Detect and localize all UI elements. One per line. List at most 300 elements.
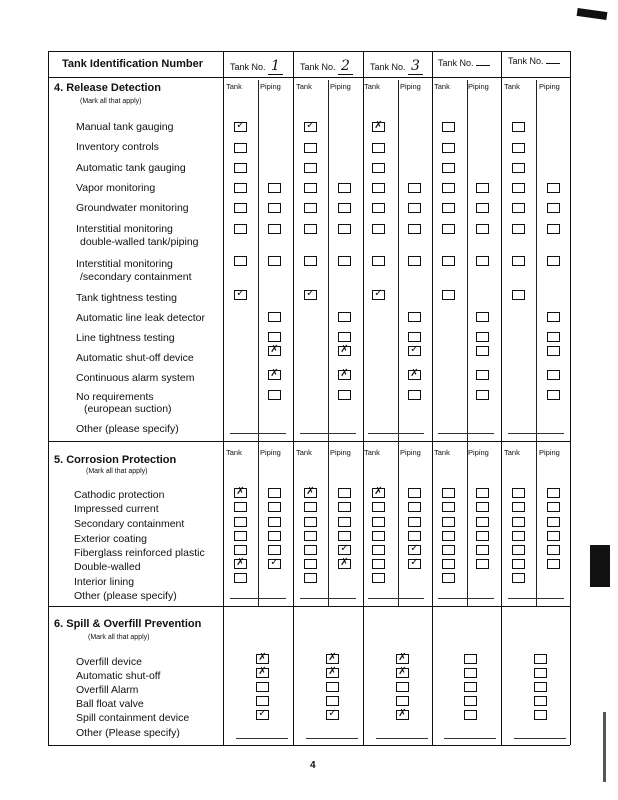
cp-r2-piping-3-checkbox[interactable]	[408, 517, 421, 527]
cp-r5-tank-2-checkbox[interactable]	[304, 559, 317, 569]
rd-r3-piping-1-checkbox[interactable]	[268, 183, 281, 193]
rd-item-automatic-shut-off-device: Automatic shut-off device	[76, 352, 194, 364]
so-r4-col-2-checkbox-mark: ✓	[328, 708, 337, 719]
rd-r8-piping-2-checkbox[interactable]	[338, 312, 351, 322]
cp-r3-piping-1-checkbox[interactable]	[268, 531, 281, 541]
rd-r8-piping-1-checkbox[interactable]	[268, 312, 281, 322]
rd-r7-tank-3-checkbox[interactable]	[372, 290, 385, 300]
cp-r6-tank-1-checkbox[interactable]	[234, 573, 247, 583]
col-divider-2	[293, 51, 294, 745]
rd-r5-piping-5-checkbox[interactable]	[547, 224, 560, 234]
rd-r9-piping-3-checkbox[interactable]	[408, 332, 421, 342]
cp-r0-tank-4-checkbox[interactable]	[442, 488, 455, 498]
so-item-spill-containment-device: Spill containment device	[76, 712, 190, 724]
tank-no-label-4: Tank No.	[438, 58, 490, 68]
so-r0-col-2-checkbox-mark: ✗	[328, 652, 337, 663]
cp-r4-tank-3-checkbox[interactable]	[372, 545, 385, 555]
rd-r6-piping-1-checkbox[interactable]	[268, 256, 281, 266]
cp-r4-tank-4-checkbox[interactable]	[442, 545, 455, 555]
rd-r12-piping-1-checkbox[interactable]	[268, 390, 281, 400]
so-r4-col-2-checkbox[interactable]	[326, 710, 339, 720]
section5-bottom-border	[48, 606, 570, 607]
rd-r10-piping-1-checkbox-mark: ✗	[270, 344, 279, 355]
cp-r0-piping-4-checkbox[interactable]	[476, 488, 489, 498]
rd-r3-tank-1-checkbox[interactable]	[234, 183, 247, 193]
rd-r11-piping-5-checkbox[interactable]	[547, 370, 560, 380]
rd-item-interstitial-monitoring-1b: double-walled tank/piping	[80, 236, 199, 248]
so-r4-col-5-checkbox[interactable]	[534, 710, 547, 720]
rd-r5-tank-5-checkbox[interactable]	[512, 224, 525, 234]
subdivider-4	[467, 80, 468, 606]
rd-r4-tank-2-checkbox[interactable]	[304, 203, 317, 213]
rd-r10-piping-2-checkbox[interactable]	[338, 346, 351, 356]
so-r2-col-1-checkbox[interactable]	[256, 682, 269, 692]
so-r1-col-3-checkbox-mark: ✗	[398, 666, 407, 677]
rd-r2-tank-5-checkbox[interactable]	[512, 163, 525, 173]
table-left-border	[48, 51, 49, 745]
rd-r5-piping-3-checkbox[interactable]	[408, 224, 421, 234]
rd-r6-piping-2-checkbox[interactable]	[338, 256, 351, 266]
rd-r2-tank-2-checkbox[interactable]	[304, 163, 317, 173]
rd-item-vapor-monitoring: Vapor monitoring	[76, 182, 156, 194]
rd-r4-tank-4-checkbox[interactable]	[442, 203, 455, 213]
rd-r0-tank-1-checkbox-mark: ✓	[236, 120, 245, 131]
rd-r10-piping-2-checkbox-mark: ✗	[340, 344, 349, 355]
so-r1-col-4-checkbox[interactable]	[464, 668, 477, 678]
cp-r5-piping-2-checkbox[interactable]	[338, 559, 351, 569]
rd-r10-piping-4-checkbox[interactable]	[476, 346, 489, 356]
rd-r10-piping-5-checkbox[interactable]	[547, 346, 560, 356]
cp-r5-tank-4-checkbox[interactable]	[442, 559, 455, 569]
rd-r11-piping-1-checkbox-mark: ✗	[270, 368, 279, 379]
so-r1-col-1-checkbox-mark: ✗	[258, 666, 267, 677]
cp-r5-piping-1-checkbox[interactable]	[268, 559, 281, 569]
rd-r1-tank-2-checkbox[interactable]	[304, 143, 317, 153]
rd-r5-tank-3-checkbox[interactable]	[372, 224, 385, 234]
rd-col-tank-1: Tank	[226, 82, 242, 91]
rd-r5-piping-4-checkbox[interactable]	[476, 224, 489, 234]
so-r2-col-5-checkbox[interactable]	[534, 682, 547, 692]
cp-r5-piping-1-checkbox-mark: ✓	[270, 557, 279, 568]
rd-other-specify-line-3[interactable]	[368, 433, 424, 434]
so-item-overfill-alarm: Overfill Alarm	[76, 684, 139, 696]
rd-item-line-tightness-testing: Line tightness testing	[76, 332, 175, 344]
tank-no-value-2: 2	[338, 58, 353, 75]
rd-r0-tank-5-checkbox[interactable]	[512, 122, 525, 132]
cp-col-tank-1: Tank	[226, 448, 242, 457]
cp-col-tank-4: Tank	[434, 448, 450, 457]
table-top-border	[48, 51, 570, 52]
section4-title: 4. Release Detection	[54, 82, 161, 94]
rd-r2-tank-4-checkbox[interactable]	[442, 163, 455, 173]
subdivider-1	[258, 80, 259, 606]
rd-item-continuous-alarm-system: Continuous alarm system	[76, 372, 195, 384]
cp-r0-piping-2-checkbox[interactable]	[338, 488, 351, 498]
so-r2-col-2-checkbox[interactable]	[326, 682, 339, 692]
cp-col-piping-1: Piping	[260, 448, 281, 457]
so-r3-col-2-checkbox[interactable]	[326, 696, 339, 706]
so-r2-col-4-checkbox[interactable]	[464, 682, 477, 692]
rd-r11-piping-2-checkbox-mark: ✗	[340, 368, 349, 379]
rd-r1-tank-3-checkbox[interactable]	[372, 143, 385, 153]
cp-r0-piping-1-checkbox[interactable]	[268, 488, 281, 498]
rd-r6-tank-5-checkbox[interactable]	[512, 256, 525, 266]
col-divider-5	[501, 51, 502, 745]
col-divider-1	[223, 51, 224, 745]
so-r1-col-2-checkbox[interactable]	[326, 668, 339, 678]
subdivider-5	[536, 80, 537, 606]
rd-r0-tank-3-checkbox[interactable]	[372, 122, 385, 132]
cp-r1-tank-3-checkbox[interactable]	[372, 502, 385, 512]
rd-r6-tank-3-checkbox[interactable]	[372, 256, 385, 266]
rd-item-no-requirements-b: (european suction)	[84, 403, 172, 415]
rd-r11-piping-3-checkbox[interactable]	[408, 370, 421, 380]
tank-no-value-3: 3	[408, 58, 423, 75]
cp-r1-piping-3-checkbox[interactable]	[408, 502, 421, 512]
rd-r12-piping-5-checkbox[interactable]	[547, 390, 560, 400]
scan-artifact-side-tab	[590, 545, 610, 587]
so-r0-col-4-checkbox[interactable]	[464, 654, 477, 664]
cp-r3-piping-2-checkbox[interactable]	[338, 531, 351, 541]
so-r0-col-2-checkbox[interactable]	[326, 654, 339, 664]
cp-r5-tank-5-checkbox[interactable]	[512, 559, 525, 569]
so-r0-col-3-checkbox-mark: ✗	[398, 652, 407, 663]
cp-r4-tank-2-checkbox[interactable]	[304, 545, 317, 555]
header-bottom-border	[48, 77, 570, 78]
cp-item-impressed-current: Impressed current	[74, 503, 159, 515]
cp-r3-tank-1-checkbox[interactable]	[234, 531, 247, 541]
page-number: 4	[310, 760, 316, 771]
subdivider-2	[328, 80, 329, 606]
rd-r4-piping-2-checkbox[interactable]	[338, 203, 351, 213]
cp-other-specify-line-5[interactable]	[508, 598, 564, 599]
section5-note: (Mark all that apply)	[86, 468, 148, 475]
rd-r10-piping-3-checkbox[interactable]	[408, 346, 421, 356]
rd-r11-piping-1-checkbox[interactable]	[268, 370, 281, 380]
cp-r1-piping-5-checkbox[interactable]	[547, 502, 560, 512]
rd-r4-tank-1-checkbox[interactable]	[234, 203, 247, 213]
rd-r5-piping-1-checkbox[interactable]	[268, 224, 281, 234]
so-item-other: Other (Please specify)	[76, 727, 180, 739]
rd-r5-tank-4-checkbox[interactable]	[442, 224, 455, 234]
cp-r4-piping-2-checkbox[interactable]	[338, 545, 351, 555]
section4-bottom-border	[48, 441, 570, 442]
cp-r3-piping-4-checkbox[interactable]	[476, 531, 489, 541]
rd-r9-piping-4-checkbox[interactable]	[476, 332, 489, 342]
rd-r0-tank-1-checkbox[interactable]	[234, 122, 247, 132]
so-item-automatic-shut-off: Automatic shut-off	[76, 670, 161, 682]
rd-item-automatic-tank-gauging: Automatic tank gauging	[76, 162, 186, 174]
rd-r2-tank-3-checkbox[interactable]	[372, 163, 385, 173]
rd-r6-tank-1-checkbox[interactable]	[234, 256, 247, 266]
cp-r1-tank-1-checkbox[interactable]	[234, 502, 247, 512]
rd-r11-piping-3-checkbox-mark: ✗	[410, 368, 419, 379]
cp-r2-piping-5-checkbox[interactable]	[547, 517, 560, 527]
so-r3-col-3-checkbox[interactable]	[396, 696, 409, 706]
cp-r3-tank-5-checkbox[interactable]	[512, 531, 525, 541]
cp-r4-piping-3-checkbox[interactable]	[408, 545, 421, 555]
cp-r1-piping-1-checkbox[interactable]	[268, 502, 281, 512]
so-item-ball-float-valve: Ball float valve	[76, 698, 144, 710]
cp-r4-piping-5-checkbox[interactable]	[547, 545, 560, 555]
cp-item-other: Other (please specify)	[74, 590, 177, 602]
rd-r3-tank-5-checkbox[interactable]	[512, 183, 525, 193]
cp-r4-piping-3-checkbox-mark: ✓	[410, 543, 419, 554]
so-r3-col-5-checkbox[interactable]	[534, 696, 547, 706]
cp-r1-piping-2-checkbox[interactable]	[338, 502, 351, 512]
cp-r4-tank-5-checkbox[interactable]	[512, 545, 525, 555]
so-r0-col-3-checkbox[interactable]	[396, 654, 409, 664]
so-r1-col-3-checkbox[interactable]	[396, 668, 409, 678]
so-other-specify-line-1[interactable]	[236, 738, 288, 739]
rd-r3-tank-2-checkbox[interactable]	[304, 183, 317, 193]
rd-col-piping-1: Piping	[260, 82, 281, 91]
rd-r4-piping-3-checkbox[interactable]	[408, 203, 421, 213]
cp-r3-tank-2-checkbox[interactable]	[304, 531, 317, 541]
tank-no-label-3: Tank No. 3	[370, 58, 423, 74]
so-other-specify-line-5[interactable]	[514, 738, 566, 739]
tank-no-value-1: 1	[268, 58, 283, 75]
rd-r6-tank-2-checkbox[interactable]	[304, 256, 317, 266]
cp-other-specify-line-3[interactable]	[368, 598, 424, 599]
cp-r5-tank-1-checkbox[interactable]	[234, 559, 247, 569]
cp-r0-tank-5-checkbox[interactable]	[512, 488, 525, 498]
cp-r4-piping-1-checkbox[interactable]	[268, 545, 281, 555]
rd-item-manual-tank-gauging: Manual tank gauging	[76, 121, 174, 133]
rd-r5-tank-1-checkbox[interactable]	[234, 224, 247, 234]
cp-r0-tank-1-checkbox-mark: ✗	[236, 486, 245, 497]
scan-artifact-top	[577, 8, 608, 20]
rd-r5-tank-2-checkbox[interactable]	[304, 224, 317, 234]
cp-col-tank-5: Tank	[504, 448, 520, 457]
cp-r0-tank-1-checkbox[interactable]	[234, 488, 247, 498]
so-r0-col-1-checkbox[interactable]	[256, 654, 269, 664]
so-r4-col-4-checkbox[interactable]	[464, 710, 477, 720]
cp-r5-piping-3-checkbox[interactable]	[408, 559, 421, 569]
cp-r3-tank-4-checkbox[interactable]	[442, 531, 455, 541]
rd-r7-tank-5-checkbox[interactable]	[512, 290, 525, 300]
cp-r6-tank-2-checkbox[interactable]	[304, 573, 317, 583]
cp-r2-piping-2-checkbox[interactable]	[338, 517, 351, 527]
rd-r5-piping-2-checkbox[interactable]	[338, 224, 351, 234]
cp-item-secondary-containment: Secondary containment	[74, 518, 185, 530]
rd-item-groundwater-monitoring: Groundwater monitoring	[76, 202, 189, 214]
rd-r1-tank-1-checkbox[interactable]	[234, 143, 247, 153]
so-r4-col-3-checkbox[interactable]	[396, 710, 409, 720]
cp-r2-piping-1-checkbox[interactable]	[268, 517, 281, 527]
cp-r4-tank-1-checkbox[interactable]	[234, 545, 247, 555]
rd-item-interstitial-monitoring-1: Interstitial monitoring	[76, 223, 173, 235]
rd-col-piping-3: Piping	[400, 82, 421, 91]
cp-r0-piping-3-checkbox[interactable]	[408, 488, 421, 498]
rd-col-tank-3: Tank	[364, 82, 380, 91]
cp-r1-tank-2-checkbox[interactable]	[304, 502, 317, 512]
rd-r9-piping-1-checkbox[interactable]	[268, 332, 281, 342]
rd-r4-tank-5-checkbox[interactable]	[512, 203, 525, 213]
rd-r4-tank-3-checkbox[interactable]	[372, 203, 385, 213]
cp-col-piping-4: Piping	[468, 448, 489, 457]
cp-r4-piping-2-checkbox-mark: ✓	[340, 543, 349, 554]
so-r0-col-5-checkbox[interactable]	[534, 654, 547, 664]
rd-r7-tank-1-checkbox[interactable]	[234, 290, 247, 300]
rd-r4-piping-5-checkbox[interactable]	[547, 203, 560, 213]
tank-no-label-5: Tank No.	[508, 56, 560, 66]
cp-other-specify-line-4[interactable]	[438, 598, 494, 599]
cp-r0-tank-2-checkbox[interactable]	[304, 488, 317, 498]
rd-r0-tank-2-checkbox[interactable]	[304, 122, 317, 132]
so-r3-col-4-checkbox[interactable]	[464, 696, 477, 706]
so-r0-col-1-checkbox-mark: ✗	[258, 652, 267, 663]
cp-other-specify-line-2[interactable]	[300, 598, 356, 599]
rd-r8-piping-5-checkbox[interactable]	[547, 312, 560, 322]
cp-r0-piping-5-checkbox[interactable]	[547, 488, 560, 498]
cp-r3-tank-3-checkbox[interactable]	[372, 531, 385, 541]
cp-r5-piping-4-checkbox[interactable]	[476, 559, 489, 569]
rd-other-specify-line-4[interactable]	[438, 433, 494, 434]
tank-no-label-1: Tank No. 1	[230, 58, 283, 74]
so-r4-col-3-checkbox-mark: ✗	[398, 708, 407, 719]
cp-r2-tank-3-checkbox[interactable]	[372, 517, 385, 527]
so-r1-col-5-checkbox[interactable]	[534, 668, 547, 678]
rd-col-tank-4: Tank	[434, 82, 450, 91]
cp-r3-piping-5-checkbox[interactable]	[547, 531, 560, 541]
rd-r1-tank-4-checkbox[interactable]	[442, 143, 455, 153]
rd-item-other: Other (please specify)	[76, 423, 179, 435]
so-r4-col-1-checkbox-mark: ✓	[258, 708, 267, 719]
rd-r3-tank-4-checkbox[interactable]	[442, 183, 455, 193]
rd-col-piping-2: Piping	[330, 82, 351, 91]
cp-col-piping-3: Piping	[400, 448, 421, 457]
cp-r5-piping-5-checkbox[interactable]	[547, 559, 560, 569]
cp-r2-tank-2-checkbox[interactable]	[304, 517, 317, 527]
rd-r6-piping-3-checkbox[interactable]	[408, 256, 421, 266]
rd-r11-piping-4-checkbox[interactable]	[476, 370, 489, 380]
rd-item-tank-tightness-testing: Tank tightness testing	[76, 292, 177, 304]
section5-title: 5. Corrosion Protection	[54, 454, 177, 466]
rd-r2-tank-1-checkbox[interactable]	[234, 163, 247, 173]
rd-r3-piping-3-checkbox[interactable]	[408, 183, 421, 193]
cp-r0-tank-3-checkbox-mark: ✗	[374, 486, 383, 497]
cp-r2-tank-4-checkbox[interactable]	[442, 517, 455, 527]
so-other-specify-line-2[interactable]	[306, 738, 358, 739]
rd-item-interstitial-monitoring-2b: /secondary containment	[80, 271, 192, 283]
cp-col-piping-5: Piping	[539, 448, 560, 457]
cp-r6-tank-3-checkbox[interactable]	[372, 573, 385, 583]
rd-r10-piping-3-checkbox-mark: ✓	[410, 344, 419, 355]
rd-r1-tank-5-checkbox[interactable]	[512, 143, 525, 153]
cp-r4-piping-4-checkbox[interactable]	[476, 545, 489, 555]
rd-r6-piping-4-checkbox[interactable]	[476, 256, 489, 266]
cp-r0-tank-3-checkbox[interactable]	[372, 488, 385, 498]
cp-col-piping-2: Piping	[330, 448, 351, 457]
rd-r12-piping-2-checkbox[interactable]	[338, 390, 351, 400]
rd-other-specify-line-5[interactable]	[508, 433, 564, 434]
rd-r7-tank-2-checkbox[interactable]	[304, 290, 317, 300]
cp-item-interior-lining: Interior lining	[74, 576, 135, 588]
table-bottom-border	[48, 745, 570, 746]
cp-item-cathodic-protection: Cathodic protection	[74, 489, 165, 501]
cp-r2-tank-1-checkbox[interactable]	[234, 517, 247, 527]
rd-r7-tank-3-checkbox-mark: ✓	[374, 288, 383, 299]
rd-r9-piping-2-checkbox[interactable]	[338, 332, 351, 342]
rd-r8-piping-4-checkbox[interactable]	[476, 312, 489, 322]
rd-r0-tank-2-checkbox-mark: ✓	[306, 120, 315, 131]
rd-r7-tank-4-checkbox[interactable]	[442, 290, 455, 300]
cp-item-exterior-coating: Exterior coating	[74, 533, 147, 545]
so-item-overfill-device: Overfill device	[76, 656, 142, 668]
tank-no-label-2: Tank No. 2	[300, 58, 353, 74]
table-title: Tank Identification Number	[62, 58, 203, 70]
tank-no-value-5	[546, 63, 560, 64]
rd-other-specify-line-2[interactable]	[300, 433, 356, 434]
cp-item-double-walled: Double-walled	[74, 561, 141, 573]
so-other-specify-line-4[interactable]	[444, 738, 496, 739]
cp-r2-tank-5-checkbox[interactable]	[512, 517, 525, 527]
rd-other-specify-line-1[interactable]	[230, 433, 286, 434]
rd-col-tank-2: Tank	[296, 82, 312, 91]
rd-r3-piping-2-checkbox[interactable]	[338, 183, 351, 193]
cp-col-tank-2: Tank	[296, 448, 312, 457]
so-r1-col-2-checkbox-mark: ✗	[328, 666, 337, 677]
rd-col-piping-5: Piping	[539, 82, 560, 91]
cp-r6-tank-4-checkbox[interactable]	[442, 573, 455, 583]
rd-col-piping-4: Piping	[468, 82, 489, 91]
rd-r0-tank-4-checkbox[interactable]	[442, 122, 455, 132]
so-r1-col-1-checkbox[interactable]	[256, 668, 269, 678]
rd-item-no-requirements: No requirements	[76, 391, 154, 403]
rd-r9-piping-5-checkbox[interactable]	[547, 332, 560, 342]
rd-r12-piping-3-checkbox[interactable]	[408, 390, 421, 400]
so-r3-col-1-checkbox[interactable]	[256, 696, 269, 706]
cp-r2-piping-4-checkbox[interactable]	[476, 517, 489, 527]
cp-item-fiberglass: Fiberglass reinforced plastic	[74, 547, 205, 559]
rd-r3-tank-3-checkbox[interactable]	[372, 183, 385, 193]
rd-r6-tank-4-checkbox[interactable]	[442, 256, 455, 266]
cp-r5-tank-1-checkbox-mark: ✗	[236, 557, 245, 568]
rd-r7-tank-1-checkbox-mark: ✓	[236, 288, 245, 299]
cp-r5-piping-3-checkbox-mark: ✓	[410, 557, 419, 568]
cp-r1-piping-4-checkbox[interactable]	[476, 502, 489, 512]
scan-artifact-edge	[603, 712, 606, 782]
subdivider-3	[398, 80, 399, 606]
rd-r3-piping-5-checkbox[interactable]	[547, 183, 560, 193]
rd-item-interstitial-monitoring-2: Interstitial monitoring	[76, 258, 173, 270]
cp-r5-tank-3-checkbox[interactable]	[372, 559, 385, 569]
cp-r1-tank-5-checkbox[interactable]	[512, 502, 525, 512]
rd-item-automatic-line-leak-detector: Automatic line leak detector	[76, 312, 205, 324]
rd-r3-piping-4-checkbox[interactable]	[476, 183, 489, 193]
col-divider-3	[363, 51, 364, 745]
cp-col-tank-3: Tank	[364, 448, 380, 457]
so-r4-col-1-checkbox[interactable]	[256, 710, 269, 720]
cp-other-specify-line-1[interactable]	[230, 598, 286, 599]
tank-no-value-4	[476, 65, 490, 66]
cp-r3-piping-3-checkbox[interactable]	[408, 531, 421, 541]
so-r2-col-3-checkbox[interactable]	[396, 682, 409, 692]
rd-r4-piping-4-checkbox[interactable]	[476, 203, 489, 213]
rd-r6-piping-5-checkbox[interactable]	[547, 256, 560, 266]
rd-r10-piping-1-checkbox[interactable]	[268, 346, 281, 356]
cp-r6-tank-5-checkbox[interactable]	[512, 573, 525, 583]
so-other-specify-line-3[interactable]	[376, 738, 428, 739]
cp-r1-tank-4-checkbox[interactable]	[442, 502, 455, 512]
rd-r4-piping-1-checkbox[interactable]	[268, 203, 281, 213]
section6-title: 6. Spill & Overfill Prevention	[54, 618, 202, 630]
cp-r0-tank-2-checkbox-mark: ✗	[306, 486, 315, 497]
rd-r8-piping-3-checkbox[interactable]	[408, 312, 421, 322]
rd-r12-piping-4-checkbox[interactable]	[476, 390, 489, 400]
rd-r11-piping-2-checkbox[interactable]	[338, 370, 351, 380]
